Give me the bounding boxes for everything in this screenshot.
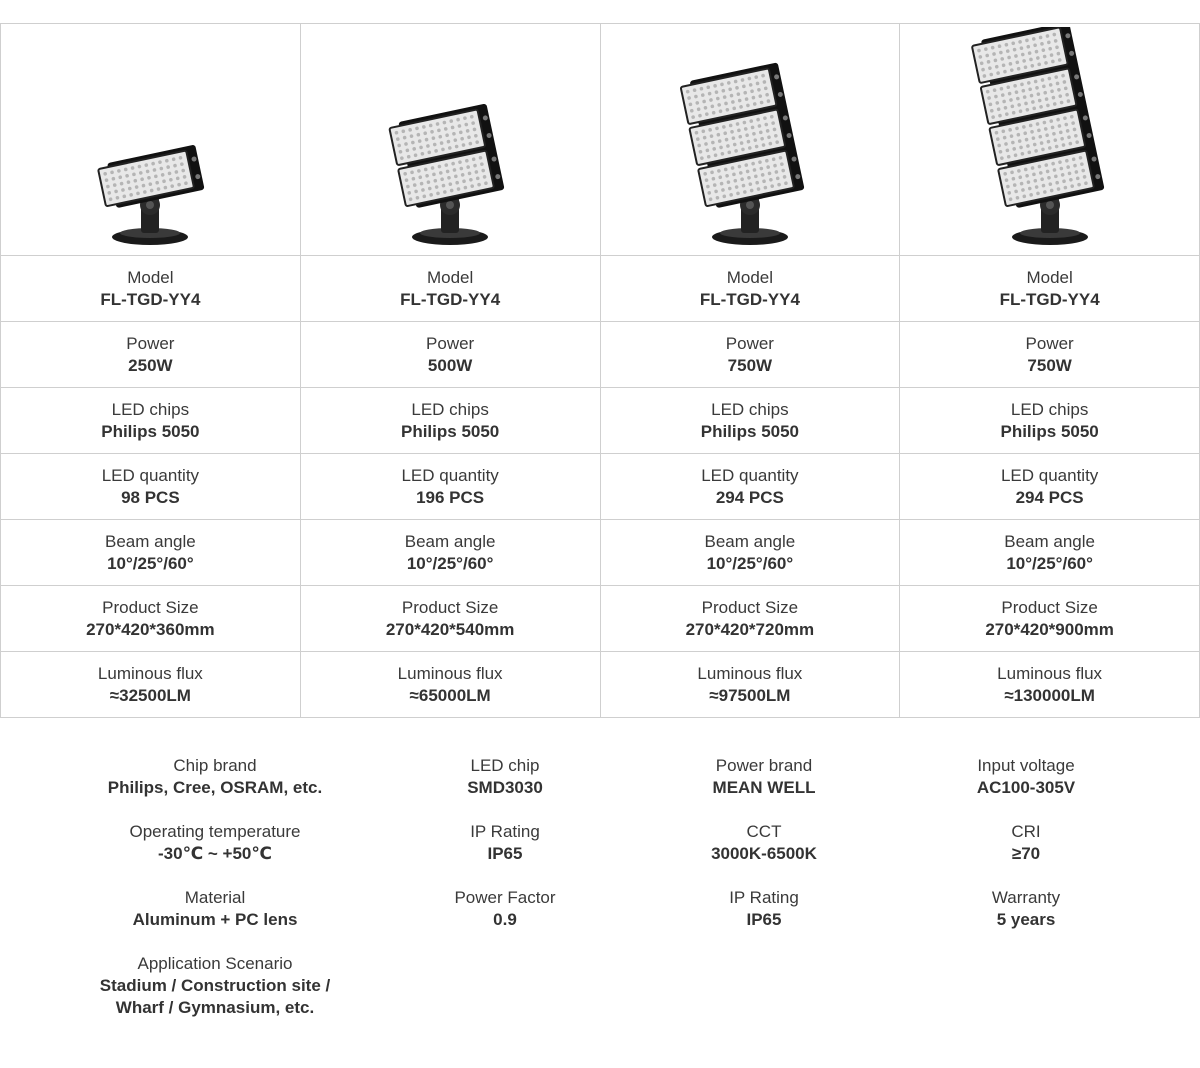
power-factor-value: 0.9	[493, 910, 517, 929]
operating-temperature-value: -30℃ ~ +50℃	[158, 844, 272, 863]
model-label: Model	[127, 267, 174, 287]
model-label: Model	[726, 267, 774, 287]
flux-value: ≈65000LM	[409, 685, 491, 705]
general-specs	[0, 755, 1200, 1055]
beam-cell	[300, 520, 600, 586]
chip-brand-label: Chip brand	[173, 756, 257, 775]
size-cell	[1, 586, 301, 652]
beam-value: 10°/25°/60°	[1006, 553, 1093, 573]
beam-label: Beam angle	[105, 531, 196, 551]
product-image-cell	[600, 24, 900, 256]
led-chip-item	[375, 755, 635, 821]
beam-row	[1, 520, 1200, 586]
general-specs-column-4	[896, 755, 1156, 953]
power-label: Power	[1025, 333, 1074, 353]
size-label: Product Size	[102, 597, 199, 617]
product-image-cell	[900, 24, 1200, 256]
led-chip-label: LED chip	[470, 756, 540, 775]
model-row	[1, 256, 1200, 322]
spec-table	[0, 23, 1200, 718]
size-cell	[600, 586, 900, 652]
ip-rating-value: IP65	[487, 844, 523, 863]
power-cell	[900, 322, 1200, 388]
chips-label: LED chips	[411, 399, 489, 419]
power-cell	[1, 322, 301, 388]
quantity-value: 196 PCS	[416, 487, 485, 507]
ip-rating-item	[375, 821, 635, 887]
model-label: Model	[1026, 267, 1073, 287]
size-value: 270*420*360mm	[86, 619, 215, 639]
general-specs-column-1	[85, 755, 345, 1033]
flux-cell	[1, 652, 301, 718]
quantity-cell	[900, 454, 1200, 520]
power-value: 250W	[128, 355, 173, 375]
beam-label: Beam angle	[704, 531, 796, 551]
application-scenario-value: Stadium / Construction site /	[99, 976, 331, 995]
power-factor-label: Power Factor	[454, 888, 556, 907]
size-label: Product Size	[701, 597, 799, 617]
size-cell	[300, 586, 600, 652]
size-value: 270*420*540mm	[385, 619, 515, 639]
size-cell	[900, 586, 1200, 652]
power-value: 750W	[1027, 355, 1072, 375]
size-value: 270*420*900mm	[985, 619, 1114, 639]
power-brand-value: MEAN WELL	[712, 778, 816, 797]
beam-cell	[900, 520, 1200, 586]
product-image-cell	[300, 24, 600, 256]
quantity-value: 98 PCS	[121, 487, 180, 507]
beam-value: 10°/25°/60°	[706, 553, 794, 573]
power-label: Power	[126, 333, 175, 353]
product-image-cell	[1, 24, 301, 256]
application-scenario-label: Application Scenario	[137, 954, 293, 973]
application-scenario-value-line2: Wharf / Gymnasium, etc.	[115, 998, 315, 1017]
ip-rating-item	[634, 887, 894, 953]
power-value: 750W	[727, 355, 773, 375]
quantity-cell	[300, 454, 600, 520]
beam-value: 10°/25°/60°	[406, 553, 494, 573]
chips-value: Philips 5050	[700, 421, 800, 441]
led-module	[98, 150, 194, 206]
chip-brand-item	[85, 755, 345, 821]
size-row	[1, 586, 1200, 652]
model-cell	[1, 256, 301, 322]
size-label: Product Size	[1001, 597, 1098, 617]
input-voltage-label: Input voltage	[977, 756, 1075, 775]
beam-label: Beam angle	[1004, 531, 1095, 551]
chips-cell	[600, 388, 900, 454]
flux-value: ≈130000LM	[1004, 685, 1095, 705]
beam-label: Beam angle	[404, 531, 496, 551]
floodlight-4-module-image	[910, 27, 1190, 252]
model-value: FL-TGD-YY4	[400, 289, 501, 309]
chips-value: Philips 5050	[400, 421, 500, 441]
size-label: Product Size	[401, 597, 499, 617]
power-cell	[600, 322, 900, 388]
beam-cell	[600, 520, 900, 586]
warranty-value: 5 years	[996, 910, 1056, 929]
model-value: FL-TGD-YY4	[999, 289, 1100, 309]
quantity-value: 294 PCS	[1015, 487, 1084, 507]
power-label: Power	[725, 333, 774, 353]
flux-label: Luminous flux	[997, 663, 1103, 683]
chips-value: Philips 5050	[1000, 421, 1099, 441]
beam-cell	[1, 520, 301, 586]
power-value: 500W	[427, 355, 473, 375]
chips-label: LED chips	[1010, 399, 1089, 419]
quantity-cell	[600, 454, 900, 520]
chips-cell	[900, 388, 1200, 454]
material-item	[85, 887, 345, 953]
material-label: Material	[184, 888, 246, 907]
quantity-cell	[1, 454, 301, 520]
model-cell	[900, 256, 1200, 322]
quantity-label: LED quantity	[401, 465, 499, 485]
power-factor-item	[375, 887, 635, 953]
chips-label: LED chips	[111, 399, 190, 419]
image-row	[1, 24, 1200, 256]
model-cell	[600, 256, 900, 322]
flux-value: ≈32500LM	[109, 685, 191, 705]
cct-label: CCT	[746, 822, 782, 841]
floodlight-2-module-image	[310, 27, 590, 252]
quantity-label: LED quantity	[701, 465, 799, 485]
model-value: FL-TGD-YY4	[699, 289, 800, 309]
floodlight-3-module-image	[610, 27, 890, 252]
application-scenario-item	[85, 953, 345, 1033]
floodlight-1-module-image	[10, 27, 290, 252]
chips-value: Philips 5050	[101, 421, 200, 441]
flux-cell	[300, 652, 600, 718]
chips-row	[1, 388, 1200, 454]
flux-cell	[600, 652, 900, 718]
material-value: Aluminum + PC lens	[132, 910, 298, 929]
flux-label: Luminous flux	[97, 663, 203, 683]
input-voltage-value: AC100-305V	[976, 778, 1076, 797]
ip-rating-value: IP65	[746, 910, 782, 929]
cri-item	[896, 821, 1156, 887]
input-voltage-item	[896, 755, 1156, 821]
ip-rating-label: IP Rating	[470, 822, 540, 841]
model-value: FL-TGD-YY4	[100, 289, 201, 309]
size-value: 270*420*720mm	[685, 619, 815, 639]
power-cell	[300, 322, 600, 388]
power-brand-label: Power brand	[715, 756, 813, 775]
chip-brand-value: Philips, Cree, OSRAM, etc.	[107, 778, 323, 797]
general-specs-column-2	[375, 755, 635, 953]
cct-item	[634, 821, 894, 887]
warranty-label: Warranty	[991, 888, 1061, 907]
ip-rating-label: IP Rating	[729, 888, 799, 907]
warranty-item	[896, 887, 1156, 953]
flux-cell	[900, 652, 1200, 718]
flux-value: ≈97500LM	[709, 685, 791, 705]
flux-label: Luminous flux	[697, 663, 803, 683]
cct-value: 3000K-6500K	[711, 844, 817, 863]
model-label: Model	[426, 267, 474, 287]
power-label: Power	[426, 333, 475, 353]
model-cell	[300, 256, 600, 322]
general-specs-column-3	[634, 755, 894, 953]
flux-row	[1, 652, 1200, 718]
power-row	[1, 322, 1200, 388]
chips-cell	[300, 388, 600, 454]
quantity-row	[1, 454, 1200, 520]
cri-label: CRI	[1011, 822, 1041, 841]
cri-value: ≥70	[1011, 844, 1041, 863]
operating-temperature-label: Operating temperature	[129, 822, 301, 841]
quantity-value: 294 PCS	[715, 487, 784, 507]
led-chip-value: SMD3030	[467, 778, 543, 797]
chips-label: LED chips	[711, 399, 789, 419]
flux-label: Luminous flux	[397, 663, 503, 683]
chips-cell	[1, 388, 301, 454]
power-brand-item	[634, 755, 894, 821]
quantity-label: LED quantity	[101, 465, 200, 485]
operating-temperature-item	[85, 821, 345, 887]
beam-value: 10°/25°/60°	[107, 553, 194, 573]
quantity-label: LED quantity	[1000, 465, 1099, 485]
